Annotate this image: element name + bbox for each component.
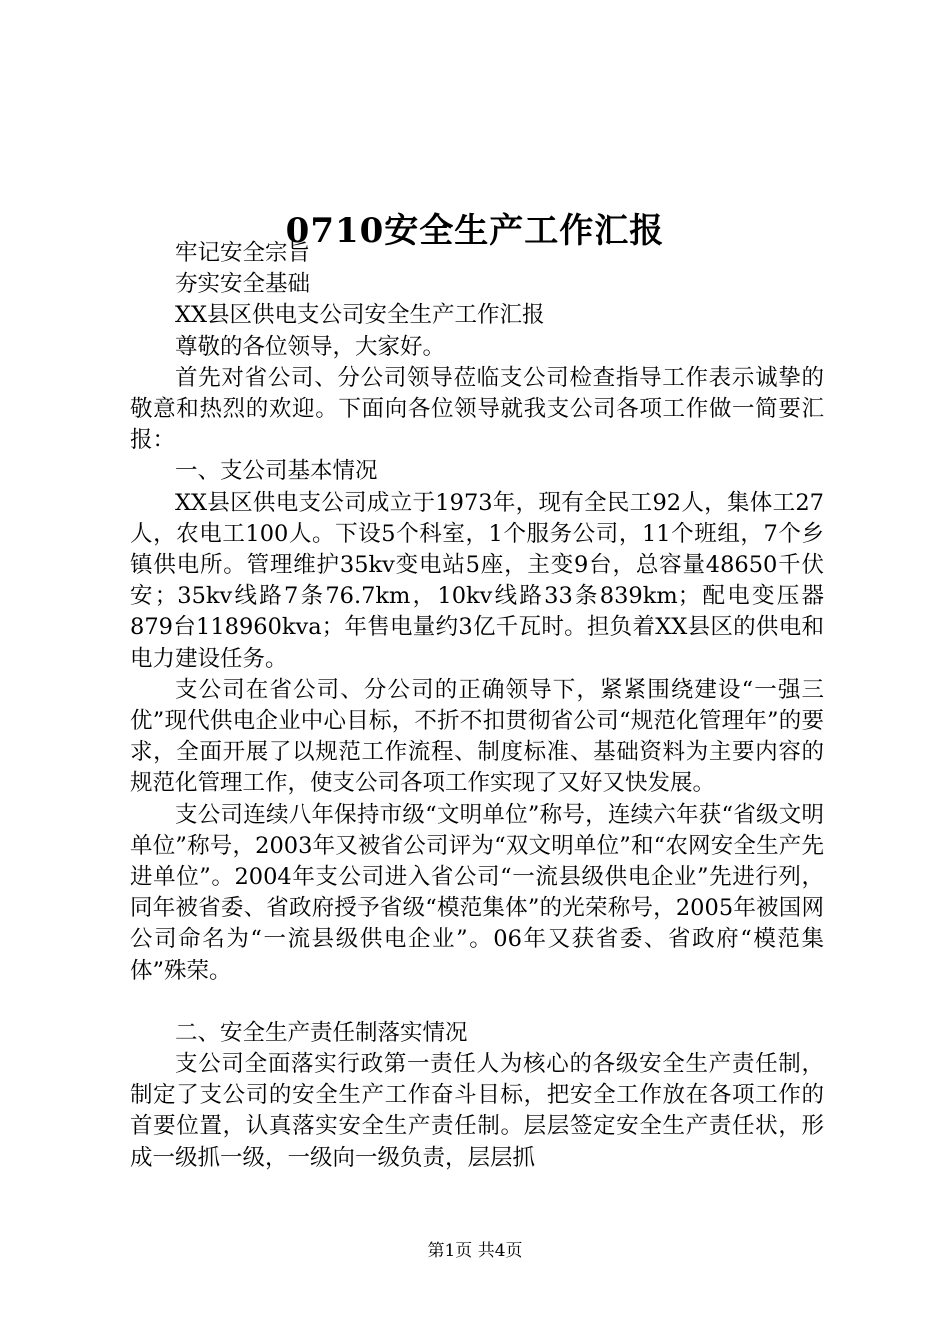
- document-title: 0710安全生产工作汇报: [285, 210, 665, 251]
- paragraph-motto-1: 牢记安全宗旨: [175, 240, 311, 266]
- paragraph-management: 支公司在省公司、分公司的正确领导下，紧紧围绕建设“一强三优”现代供电企业中心目标，不折不扣贯彻省公司“规范化管理年”的要求，全面开展了以规范工作流程、制度标准、基础资料为主要内容的规范化管理工作，使支公司各项工作实现了又好又快发展。: [130, 676, 824, 797]
- paragraph-responsibility: 支公司全面落实行政第一责任人为核心的各级安全生产责任制，制定了支公司的安全生产工作奋斗目标，把安全工作放在各项工作的首要位置，认真落实安全生产责任制。层层签定安全生产责任状，形成一级抓一级，一级向一级负责，层层抓: [130, 1051, 824, 1171]
- paragraph-greeting: 尊敬的各位领导，大家好。: [175, 333, 446, 360]
- document-body: [130, 238, 824, 1174]
- page-footer: 第1页 共4页: [427, 1241, 523, 1261]
- paragraph-report-subtitle: XX县区供电支公司安全生产工作汇报: [175, 302, 545, 329]
- paragraph-honors: 支公司连续八年保持市级“文明单位”称号，连续六年获“省级文明单位”称号，2003年又被省公司评为“双文明单位”和“农网安全生产先进单位”。2004年支公司进入省公司“一流县级供电企业”先进行列，同年被省委、省政府授予省级“模范集体”的光荣称号，2005年被国网公司命名为“一流县级供电企业”。06年又获省委、省政府“模范集体”殊荣。: [130, 801, 824, 984]
- section-heading-2: 二、安全生产责任制落实情况: [175, 1019, 468, 1046]
- paragraph-basic-info: XX县区供电支公司成立于1973年，现有全民工92人，集体工27人，农电工100人。下设5个科室，1个服务公司，11个班组，7个乡镇供电所。管理维护35kv变电站5座，主变9台，总容量48650千伏安；35kv线路7条76.7km，10kv线路33条839km；配电变压器879台118960kva；年售电量约3亿千瓦时。担负着XX县区的供电和电力建设任务。: [130, 489, 824, 672]
- paragraph-intro: 首先对省公司、分公司领导莅临支公司检查指导工作表示诚挚的敬意和热烈的欢迎。下面向各位领导就我支公司各项工作做一简要汇报：: [130, 364, 824, 454]
- section-heading-1: 一、支公司基本情况: [175, 458, 378, 485]
- paragraph-motto-2: 夯实安全基础: [175, 271, 311, 298]
